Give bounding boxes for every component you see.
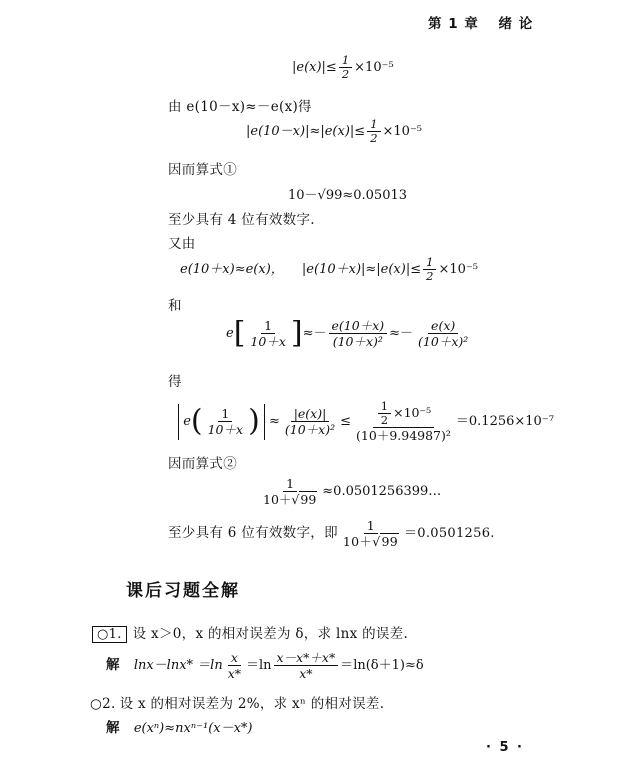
equation-derivative [226, 315, 473, 351]
problem-1-number: ○1. [92, 626, 127, 643]
eq10-f1-num: 1 [261, 318, 275, 334]
big-bracket-left: [ [233, 315, 246, 351]
text-line-l7: 又由 [168, 236, 196, 252]
half-num-2: 1 [367, 118, 380, 132]
eq12-frac2 [282, 406, 338, 437]
eq12-approx: ≈ [268, 414, 280, 429]
eq10-frac2 [329, 318, 388, 349]
eq10-frac3 [415, 318, 471, 349]
page-number: · 5 · [486, 740, 524, 755]
eq3-tail: ×10⁻⁵ [382, 124, 423, 139]
eq12-f3-inner-num: 1 [378, 400, 391, 414]
eq12-f3-den: (10＋9.94987)² [356, 428, 451, 443]
half-fraction-2 [367, 118, 380, 145]
eq12-f1-den: 10＋x [207, 422, 244, 437]
eq14-den-a: 10＋ [263, 492, 292, 507]
solution-1-part-a: lnx－lnx* ＝ln [133, 658, 223, 673]
abs-bar-right [264, 404, 265, 440]
solution-1-f2-den: x* [299, 666, 313, 681]
eq12-f3-inner-frac [378, 400, 391, 427]
equation-error-estimate [174, 400, 554, 443]
eq15-den: 10＋√99 [342, 534, 398, 549]
eq8-tail: ×10⁻⁵ [438, 262, 478, 277]
chapter-label: 第 1 章 [428, 16, 479, 32]
eq15-result: ＝0.0501256. [403, 526, 495, 541]
text-line-l11: 得 [168, 374, 182, 390]
eq12-f3-tail: ×10⁻⁵ [393, 405, 432, 420]
eq14-frac [260, 476, 320, 507]
solution-2-expr: e(xⁿ)≈nxⁿ⁻¹(x－x*) [133, 721, 253, 736]
eq3-lhs: |e(10－x)|≈|e(x)|≤ [246, 124, 366, 139]
solution-1-part-c: ＝ln(δ＋1)≈δ [340, 658, 424, 673]
paren-left: ( [190, 403, 203, 439]
equation-value-1: 10－√99≈0.05013 [288, 188, 408, 203]
eq12-le: ≤ [340, 414, 352, 429]
eq12-e: e [183, 414, 191, 429]
solution-1-label: 解 [106, 657, 120, 673]
eq8-part-b: |e(10＋x)|≈|e(x)|≤ [301, 262, 422, 277]
big-bracket-right: ] [290, 315, 303, 351]
eq14-result: ≈0.0501256399… [322, 484, 442, 499]
problem-2-number: ○2. [90, 696, 116, 712]
eq10-f1-den: 10＋x [250, 334, 286, 349]
equation-value-2 [258, 476, 441, 507]
eq14-den-sqrt: 99 [300, 492, 317, 507]
solution-2-label: 解 [106, 720, 120, 736]
eq10-f3-den: (10＋x)² [418, 334, 469, 349]
text-line-l15 [168, 518, 495, 549]
solution-1-f1-num: x [228, 650, 241, 666]
problem-1-text: 设 x＞0，x 的相对误差为 δ，求 lnx 的误差. [132, 626, 409, 642]
text-line-l4: 因而算式① [168, 162, 237, 178]
abs-bar-left [178, 404, 179, 440]
eq15-text: 至少具有 6 位有效数字，即 [168, 525, 338, 541]
text-line-l13: 因而算式② [168, 456, 237, 472]
solution-1-frac1 [225, 650, 244, 681]
chapter-title: 绪 论 [498, 16, 534, 32]
eq10-f2-den: (10＋x)² [332, 334, 383, 349]
solution-1-f2-num: x－x*＋x* [274, 650, 339, 666]
solution-1-part-b: ＝ln [246, 658, 272, 673]
eq12-frac3 [353, 400, 454, 443]
eq15-frac [340, 518, 402, 549]
eq15-num: 1 [364, 518, 378, 534]
running-header [428, 12, 533, 32]
solution-1 [106, 650, 424, 681]
eq1-lhs: |e(x)|≤ [292, 60, 337, 75]
eq12-frac1 [205, 406, 246, 437]
half-num-3: 1 [423, 256, 436, 270]
eq12-result: ＝0.1256×10⁻⁷ [455, 414, 554, 429]
eq10-f3-num: e(x) [428, 318, 458, 334]
section-title: 课后习题全解 [126, 581, 240, 601]
text-line-l6: 至少具有 4 位有效数字. [168, 212, 315, 228]
eq14-den: 10＋√99 [263, 492, 317, 507]
eq15-den-a: 10＋ [342, 534, 373, 549]
eq8-part-a: e(10＋x)≈e(x)， [180, 262, 284, 277]
eq10-e: e [226, 326, 234, 341]
half-den: 2 [341, 67, 350, 81]
eq14-num: 1 [283, 476, 297, 492]
solution-1-frac2 [274, 650, 339, 681]
half-fraction-3 [423, 256, 436, 283]
solution-2 [106, 716, 253, 736]
solution-1-f1-den: x* [227, 666, 242, 681]
half-num: 1 [339, 54, 352, 68]
eq10-approx2: ≈－ [389, 326, 414, 341]
eq10-f2-num: e(10＋x) [329, 318, 388, 334]
half-den-3: 2 [426, 269, 434, 283]
eq10-approx1: ≈－ [302, 326, 327, 341]
problem-2 [90, 692, 384, 712]
equation-error-bound-2 [246, 118, 422, 145]
equation-error-bound-1 [292, 54, 394, 81]
text-line-l9: 和 [168, 298, 182, 314]
eq12-f3-num [373, 400, 434, 428]
eq1-tail: ×10⁻⁵ [354, 60, 394, 75]
eq12-f3-inner-den: 2 [380, 413, 389, 427]
half-fraction [339, 54, 352, 81]
eq12-f2-num: |e(x)| [291, 406, 330, 422]
text-line-l2: 由 e(10－x)≈－e(x)得 [168, 99, 312, 115]
problem-2-text: 设 x 的相对误差为 2%，求 xⁿ 的相对误差. [119, 696, 385, 712]
half-den-2: 2 [370, 131, 378, 145]
paren-right: ) [248, 403, 260, 439]
eq12-f1-num: 1 [218, 406, 232, 422]
problem-1 [92, 622, 408, 642]
eq10-frac1 [247, 318, 288, 349]
equation-error-bound-3 [180, 256, 478, 283]
eq12-f2-den: (10＋x)² [284, 422, 336, 437]
eq15-den-sqrt: 99 [381, 534, 398, 549]
